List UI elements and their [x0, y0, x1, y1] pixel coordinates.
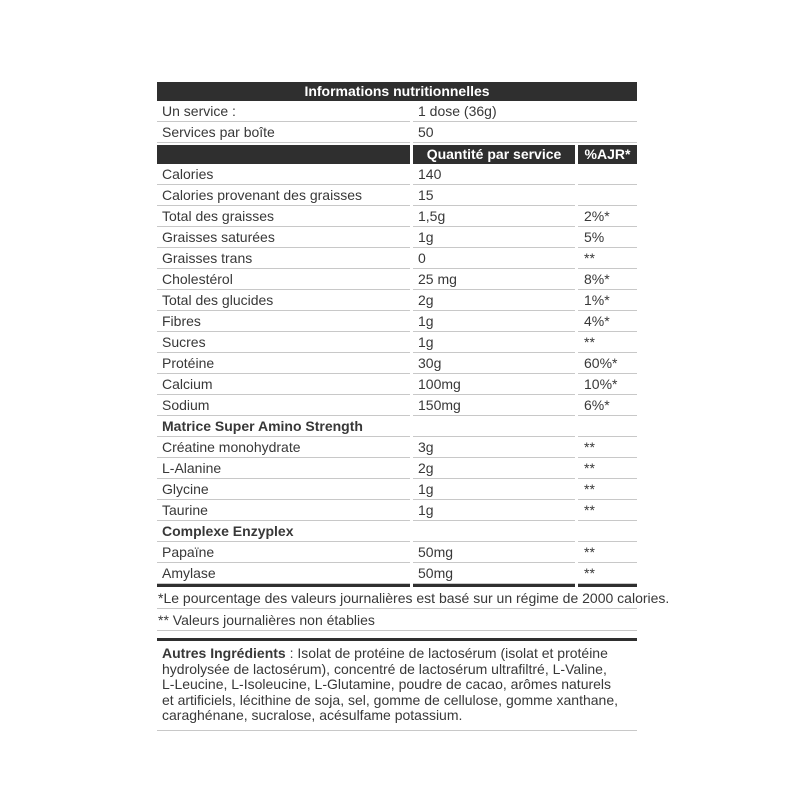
cell-pct: 5% [578, 227, 637, 248]
ingredients-line: hydrolysée de lactosérum), concentré de lactosérum ultrafiltré, L-Valine, [162, 660, 607, 677]
cell-pct: ** [578, 563, 637, 584]
cell-label: Total des graisses [157, 206, 410, 227]
cell-amount: 140 [413, 164, 575, 185]
cell-pct: ** [578, 248, 637, 269]
column-header-amount: Quantité par service [413, 145, 575, 164]
cell-label: Total des glucides [157, 290, 410, 311]
cell-label: Matrice Super Amino Strength [157, 416, 410, 437]
nutrient-rows [157, 164, 637, 584]
table-title: Informations nutritionnelles [157, 82, 637, 101]
cell-pct [578, 416, 637, 437]
servings-per-container-label: Services par boîte [157, 122, 410, 143]
cell-label: Graisses trans [157, 248, 410, 269]
divider-segment [413, 584, 575, 587]
cell-amount: 1g [413, 311, 575, 332]
cell-label: L-Alanine [157, 458, 410, 479]
column-header-pct: %AJR* [578, 145, 637, 164]
table-row [157, 248, 637, 269]
ingredients-line-rest: : Isolat de protéine de lactosérum (isolat et protéine [285, 645, 608, 661]
table-row [157, 332, 637, 353]
cell-pct: 4%* [578, 311, 637, 332]
cell-pct: 6%* [578, 395, 637, 416]
table-row [157, 563, 637, 584]
cell-pct [578, 164, 637, 185]
table-row [157, 395, 637, 416]
cell-pct: 10%* [578, 374, 637, 395]
cell-label: Cholestérol [157, 269, 410, 290]
table-row [157, 458, 637, 479]
cell-amount [413, 521, 575, 542]
divider-segment [578, 584, 637, 587]
servings-per-container-value: 50 [413, 122, 637, 143]
footnote-daily-values: *Le pourcentage des valeurs journalières est basé sur un régime de 2000 calories. [157, 587, 637, 609]
table-row [157, 290, 637, 311]
cell-label: Protéine [157, 353, 410, 374]
cell-amount: 50mg [413, 542, 575, 563]
ingredients-line: L-Leucine, L-Isoleucine, L-Glutamine, poudre de cacao, arômes naturels [162, 676, 612, 692]
cell-pct [578, 521, 637, 542]
cell-label: Complexe Enzyplex [157, 521, 410, 542]
cell-amount: 50mg [413, 563, 575, 584]
cell-label: Calories provenant des graisses [157, 185, 410, 206]
cell-amount: 3g [413, 437, 575, 458]
serving-size-value: 1 dose (36g) [413, 101, 637, 122]
cell-pct: 1%* [578, 290, 637, 311]
table-row [157, 206, 637, 227]
table-row [157, 269, 637, 290]
cell-pct: 8%* [578, 269, 637, 290]
cell-amount: 1,5g [413, 206, 575, 227]
table-row [157, 374, 637, 395]
cell-amount: 2g [413, 290, 575, 311]
cell-label: Calories [157, 164, 410, 185]
column-header-empty [157, 145, 410, 164]
cell-pct [578, 185, 637, 206]
table-row [157, 311, 637, 332]
divider-segment [157, 584, 410, 587]
table-row [157, 227, 637, 248]
cell-pct: ** [578, 500, 637, 521]
cell-label: Papaïne [157, 542, 410, 563]
table-row [157, 542, 637, 563]
cell-label: Amylase [157, 563, 410, 584]
cell-amount: 0 [413, 248, 575, 269]
nutrition-facts-panel [157, 82, 670, 731]
cell-label: Créatine monohydrate [157, 437, 410, 458]
cell-amount: 30g [413, 353, 575, 374]
ingredients-line: et artificiels, lécithine de soja, sel, gomme de cellulose, gomme xanthane, [162, 691, 619, 708]
table-row [157, 353, 637, 374]
cell-amount: 15 [413, 185, 575, 206]
table-row [157, 479, 637, 500]
table-row [157, 437, 637, 458]
table-row [157, 164, 637, 185]
cell-label: Taurine [157, 500, 410, 521]
cell-pct: 60%* [578, 353, 637, 374]
cell-label: Sucres [157, 332, 410, 353]
section-header-row [157, 416, 637, 437]
meta-row-servings-per-container [157, 122, 637, 143]
cell-pct: ** [578, 437, 637, 458]
cell-pct: 2%* [578, 206, 637, 227]
cell-amount: 1g [413, 227, 575, 248]
cell-amount [413, 416, 575, 437]
column-header-row [157, 145, 637, 164]
cell-amount: 25 mg [413, 269, 575, 290]
section-header-row [157, 521, 637, 542]
cell-label: Fibres [157, 311, 410, 332]
footnote-not-established: ** Valeurs journalières non établies [157, 609, 637, 631]
cell-label: Graisses saturées [157, 227, 410, 248]
cell-label: Glycine [157, 479, 410, 500]
cell-amount: 1g [413, 332, 575, 353]
cell-pct: ** [578, 458, 637, 479]
other-ingredients-label: Autres Ingrédients [162, 645, 286, 661]
thick-divider-row [157, 584, 637, 587]
cell-amount: 100mg [413, 374, 575, 395]
cell-amount: 150mg [413, 395, 575, 416]
ingredients-line: caraghénane, sucralose, acésulfame potassium. [162, 707, 463, 723]
meta-row-serving [157, 101, 637, 122]
cell-amount: 1g [413, 500, 575, 521]
ingredients-line [162, 646, 637, 662]
table-row [157, 185, 637, 206]
cell-pct: ** [578, 332, 637, 353]
other-ingredients-block [157, 638, 637, 731]
cell-pct: ** [578, 542, 637, 563]
serving-size-label: Un service : [157, 101, 410, 122]
cell-pct: ** [578, 479, 637, 500]
table-row [157, 500, 637, 521]
cell-amount: 2g [413, 458, 575, 479]
cell-label: Calcium [157, 374, 410, 395]
cell-amount: 1g [413, 479, 575, 500]
cell-label: Sodium [157, 395, 410, 416]
